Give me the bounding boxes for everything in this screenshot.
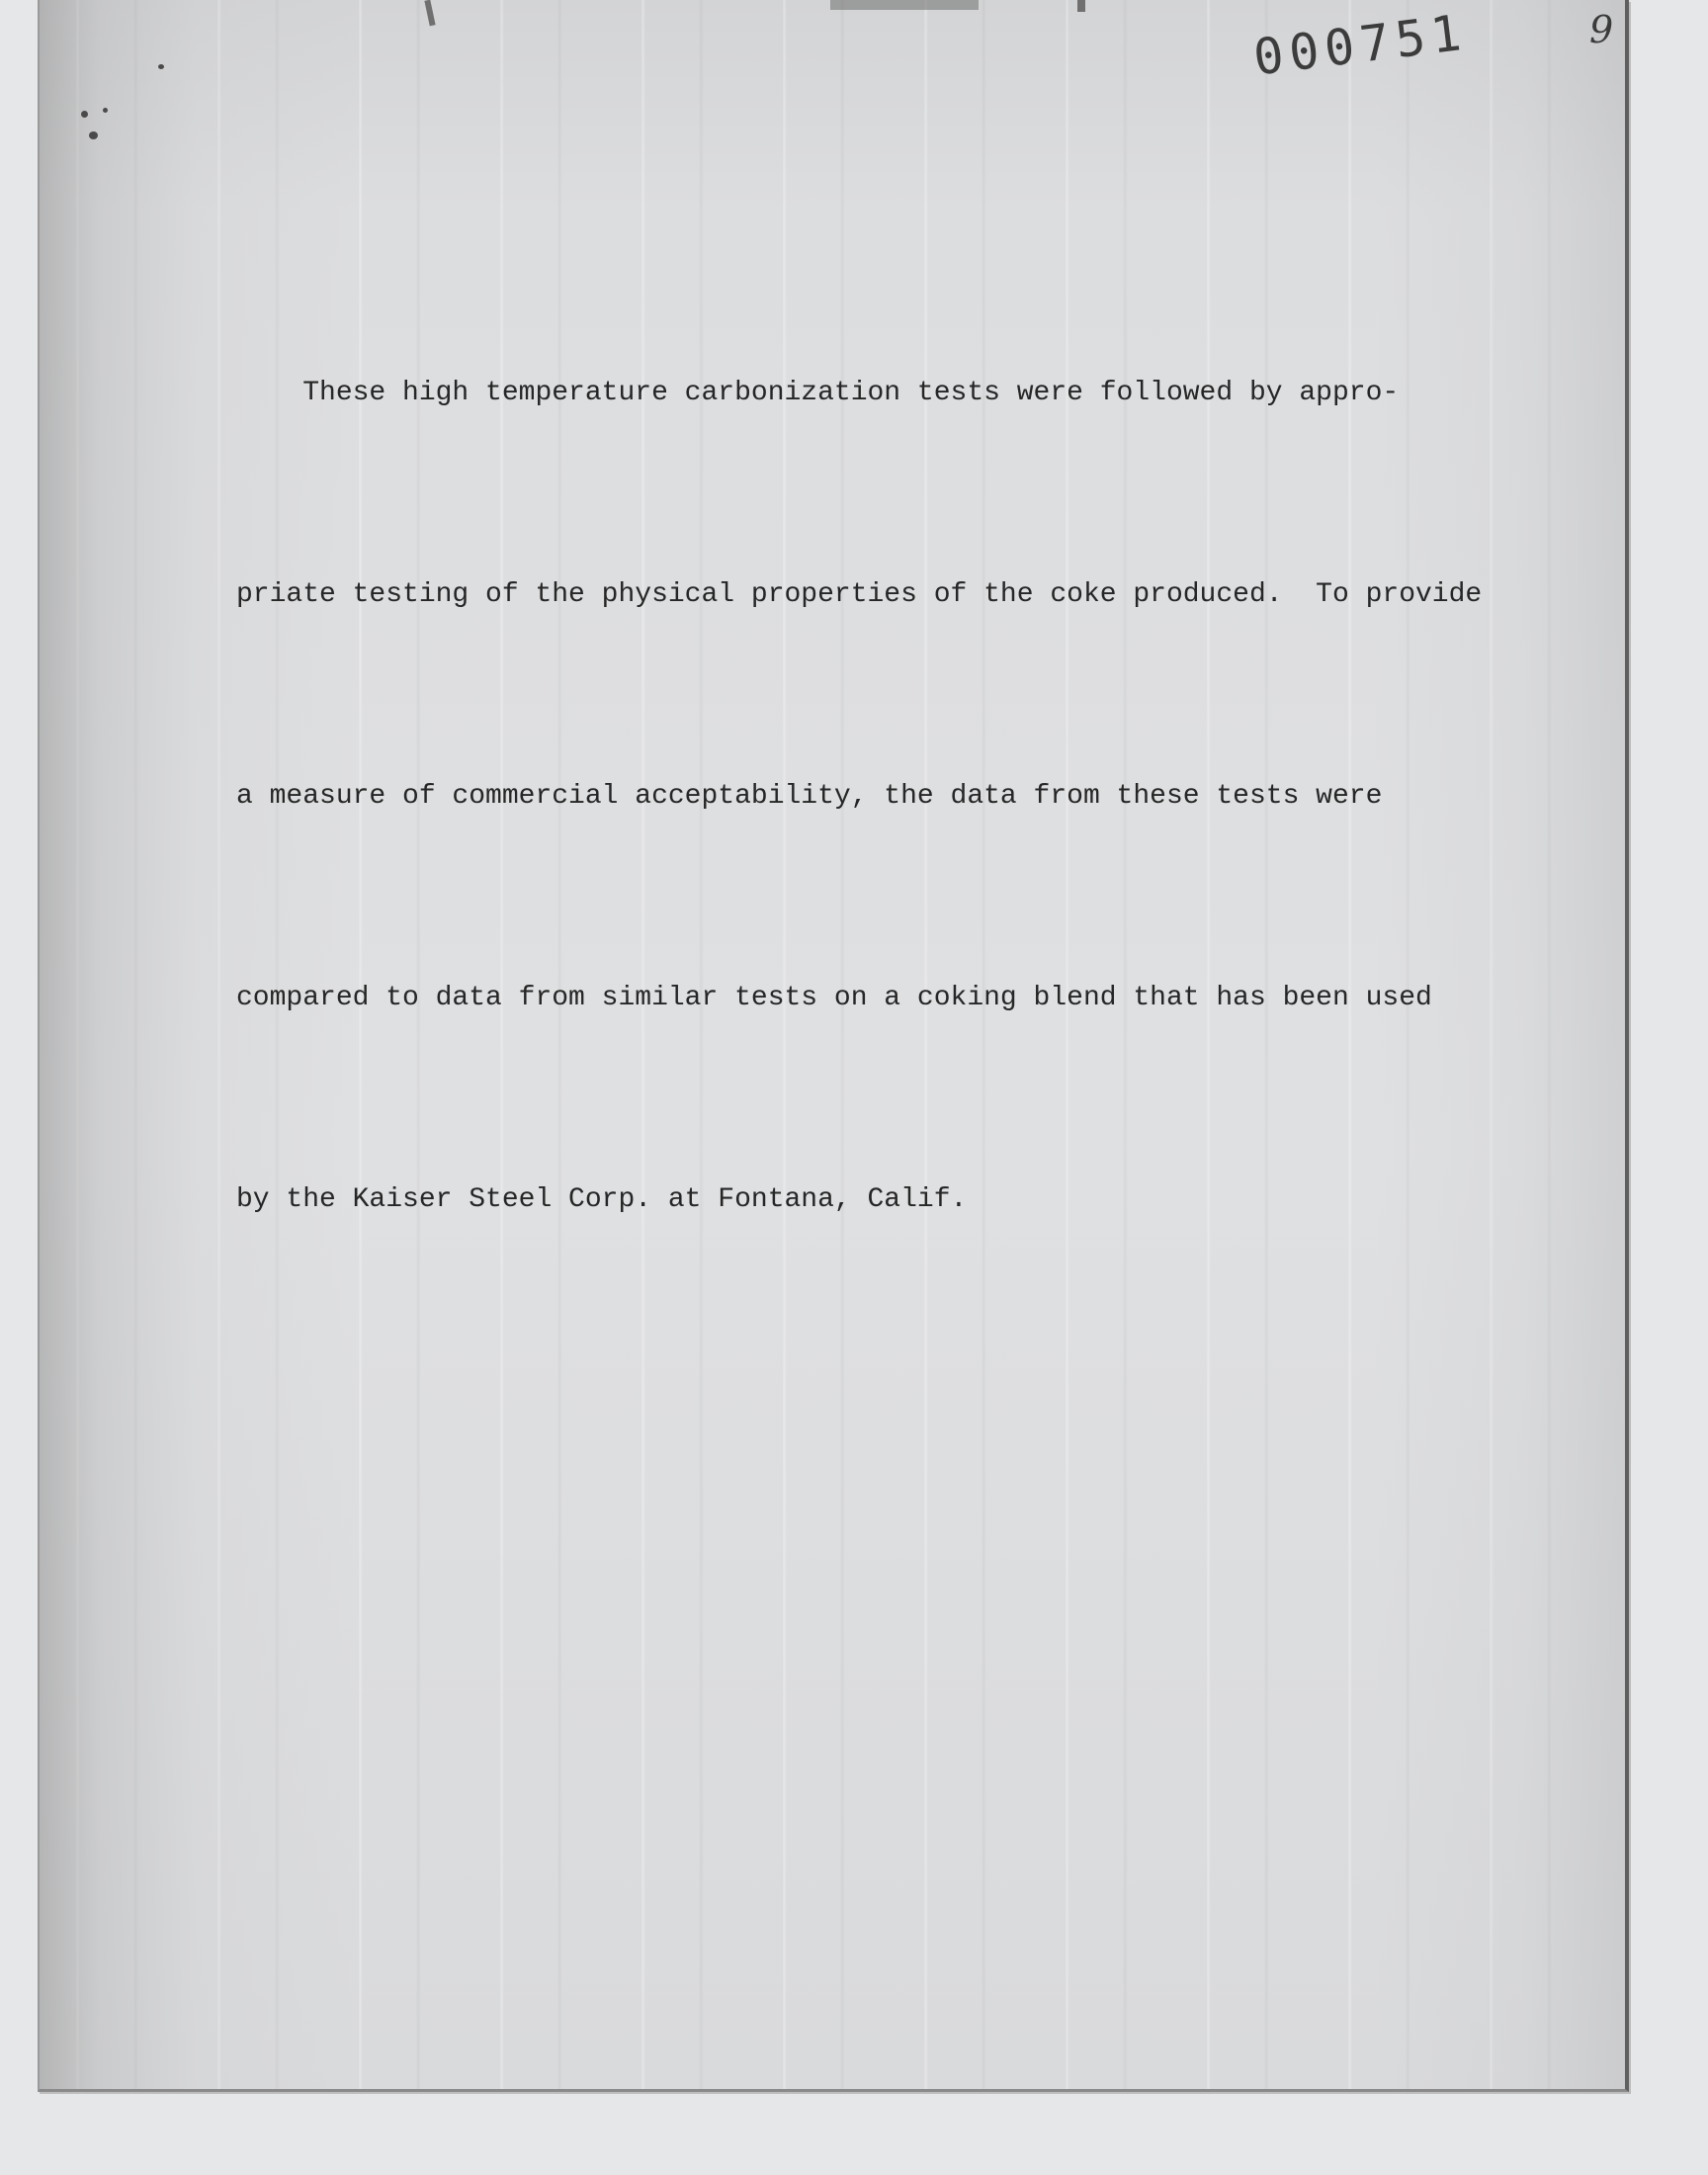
paragraph-line: priate testing of the physical properties of the coke produced. To provide (236, 579, 1483, 610)
scan-speck (158, 64, 164, 69)
paragraph-line: compared to data from similar tests on a coking blend that has been used (236, 983, 1432, 1013)
scan-speck (103, 108, 108, 113)
document-stamp-number: 000751 (1250, 3, 1471, 87)
body-paragraph (236, 225, 1541, 1368)
document-page (38, 0, 1629, 2092)
paragraph-line: These high temperature carbonization tests were followed by appro- (236, 378, 1400, 408)
page-number: 9 (1589, 8, 1614, 51)
scan-speck (81, 111, 88, 118)
scan-artifact (1077, 0, 1085, 12)
paragraph-line: by the Kaiser Steel Corp. at Fontana, Calif. (236, 1184, 968, 1215)
scan-speck (89, 131, 98, 139)
scan-artifact (830, 0, 979, 10)
scan-artifact (424, 0, 435, 26)
paragraph-line: a measure of commercial acceptability, the data from these tests were (236, 781, 1383, 812)
